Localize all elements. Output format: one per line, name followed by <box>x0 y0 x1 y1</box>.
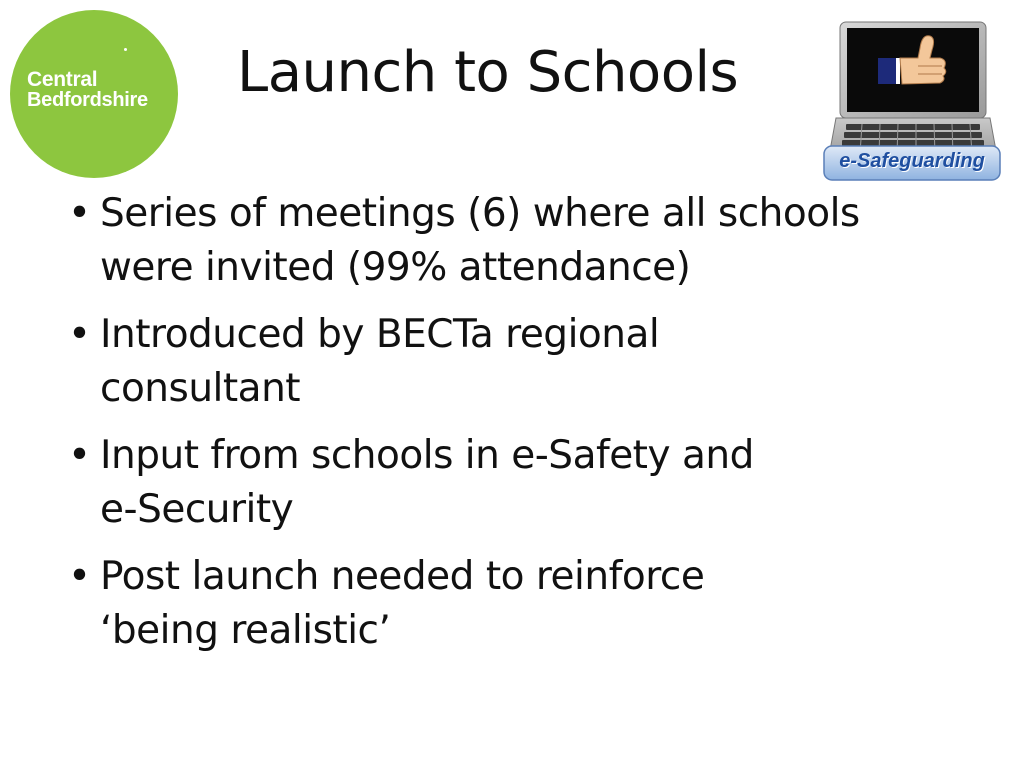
logo-dot <box>124 48 127 51</box>
bullet-marker: • <box>68 191 91 236</box>
bullet-text-line: Introduced by BECTa regional <box>100 312 660 357</box>
bullet-text-line: consultant <box>100 366 301 411</box>
bullet-marker: • <box>68 554 91 599</box>
bullet-text-line: Post launch needed to reinforce <box>100 554 705 599</box>
bullet-item <box>62 187 1002 295</box>
logo-line-central: Central <box>27 68 98 91</box>
bullet-item <box>62 429 1002 537</box>
e-safeguarding-badge-text: e-Safeguarding <box>839 150 985 172</box>
central-bedfordshire-logo <box>10 10 178 178</box>
bullet-list <box>62 187 1002 671</box>
bullet-text-line: ‘being realistic’ <box>100 608 391 653</box>
e-safeguarding-laptop-image <box>822 20 1002 186</box>
bullet-marker: • <box>68 312 91 357</box>
logo-line-bedfordshire: Bedfordshire <box>27 89 148 111</box>
bullet-text-line: e-Security <box>100 487 294 532</box>
slide-title: Launch to Schools <box>237 40 739 105</box>
bullet-item <box>62 308 1002 416</box>
bullet-text-line: Input from schools in e-Safety and <box>100 433 754 478</box>
bullet-text-line: were invited (99% attendance) <box>100 245 691 290</box>
bullet-text-line: Series of meetings (6) where all schools <box>100 191 860 236</box>
bullet-marker: • <box>68 433 91 478</box>
logo-text <box>27 70 148 110</box>
bullet-item <box>62 550 1002 658</box>
